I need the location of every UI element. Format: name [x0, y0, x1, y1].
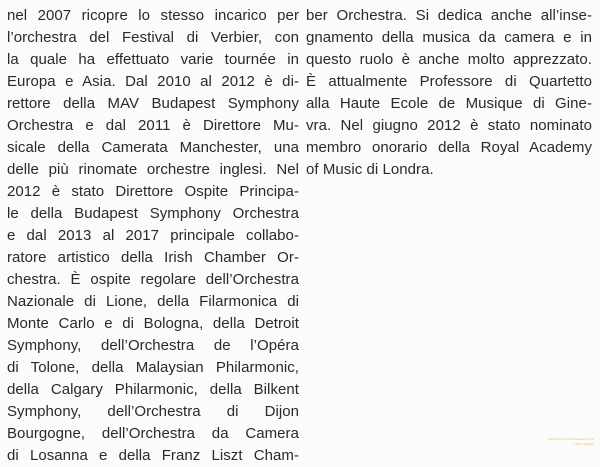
- text-line: la quale ha effettuato varie tournée in: [7, 51, 299, 68]
- text-line: membro onorario della Royal Academy: [306, 139, 592, 156]
- text-line: Symphony, dell’Orchestra de l’Opéra: [7, 337, 299, 354]
- text-line: È attualmente Professore di Quartetto: [306, 73, 592, 90]
- text-line: Orchestra e dal 2011 è Direttore Mu-: [7, 117, 299, 134]
- text-line: vra. Nel giugno 2012 è stato nominato: [306, 117, 592, 134]
- text-line: di Tolone, della Malaysian Philarmonic,: [7, 359, 299, 376]
- text-line: Europa e Asia. Dal 2010 al 2012 è di-: [7, 73, 299, 90]
- text-line: gnamento della musica da camera e in: [306, 29, 592, 46]
- text-line: l’orchestra del Festival di Verbier, con: [7, 29, 299, 46]
- text-line: ratore artistico della Irish Chamber Or-: [7, 249, 299, 266]
- text-line: Symphony, dell’Orchestra di Dijon: [7, 403, 299, 420]
- text-line: rettore della MAV Budapest Symphony: [7, 95, 299, 112]
- footer-line: 2021-2022 Unione Musicale Onlus: [547, 437, 594, 441]
- text-line: Nazionale di Lione, della Filarmonica di: [7, 293, 299, 310]
- text-line: of Music di Londra.: [306, 161, 434, 178]
- text-line: e dal 2013 al 2017 principale collabo-: [7, 227, 299, 244]
- text-line: delle più rinomate orchestre inglesi. Nel: [7, 161, 299, 178]
- text-line: ber Orchestra. Si dedica anche all’inse-: [306, 7, 592, 24]
- text-line: questo ruolo è anche molto apprezzato.: [306, 51, 592, 68]
- text-line: di Losanna e della Franz Liszt Cham-: [7, 447, 299, 464]
- text-line: Bourgogne, dell’Orchestra da Camera: [7, 425, 299, 442]
- left-text-column: [7, 5, 299, 467]
- text-line: nel 2007 ricopre lo stesso incarico per: [7, 7, 299, 24]
- text-line: Monte Carlo e di Bologna, della Detroit: [7, 315, 299, 332]
- right-text-column: [306, 5, 592, 181]
- text-line: 2012 è stato Direttore Ospite Principa-: [7, 183, 299, 200]
- footer-note: [504, 437, 594, 447]
- text-line: chestra. È ospite regolare dell’Orchestra: [7, 271, 299, 288]
- text-line: della Calgary Philarmonic, della Bilkent: [7, 381, 299, 398]
- footer-line: Ufficio Stampa: [574, 442, 594, 446]
- text-line: le della Budapest Symphony Orchestra: [7, 205, 299, 222]
- text-line: sicale della Camerata Manchester, una: [7, 139, 299, 156]
- text-line: alla Haute Ecole de Musique di Gine-: [306, 95, 592, 112]
